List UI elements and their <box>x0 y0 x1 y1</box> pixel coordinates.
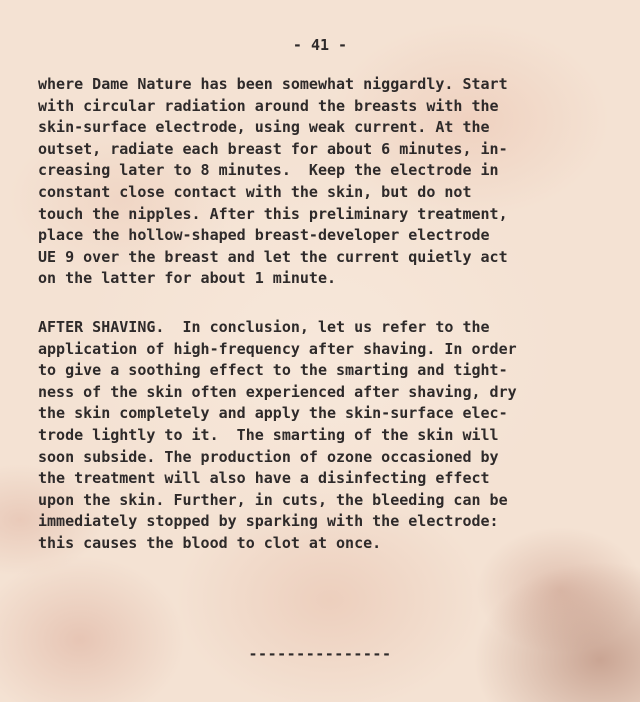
text-line: upon the skin. Further, in cuts, the bleeding can be <box>38 490 508 509</box>
text-line: AFTER SHAVING. In conclusion, let us refer to the <box>38 318 490 336</box>
text-line: to give a soothing effect to the smarting and tight- <box>38 361 508 380</box>
text-line: creasing later to 8 minutes. Keep the electrode in <box>38 161 499 180</box>
text-line: place the hollow-shaped breast-developer electrode <box>38 226 490 245</box>
text-line: the treatment will also have a disinfecting effect <box>38 469 490 488</box>
section-divider: --------------- <box>248 645 392 663</box>
page-number: - 41 - <box>292 36 348 54</box>
text-line: ness of the skin often experienced after shaving, dry <box>38 382 517 401</box>
text-line: constant close contact with the skin, but do not <box>38 182 472 201</box>
text-line: outset, radiate each breast for about 6 minutes, in- <box>38 139 508 158</box>
text-line: application of high-frequency after shaving. In order <box>38 339 517 358</box>
text-line: this causes the blood to clot at once. <box>38 533 382 552</box>
text-line: with circular radiation around the breasts with the <box>38 96 499 115</box>
text-line: the skin completely and apply the skin-surface elec- <box>38 404 508 423</box>
text-line: skin-surface electrode, using weak current. At the <box>38 118 490 137</box>
text-line: trode lightly to it. The smarting of the skin will <box>38 425 499 444</box>
text-line: immediately stopped by sparking with the electrode: <box>38 512 499 531</box>
text-line: soon subside. The production of ozone occasioned by <box>38 447 499 466</box>
text-line: where Dame Nature has been somewhat niggardly. Start <box>38 75 508 93</box>
paragraph-after-shaving <box>38 317 628 555</box>
text-line: touch the nipples. After this preliminary treatment, <box>38 204 508 223</box>
text-line: on the latter for about 1 minute. <box>38 269 337 288</box>
paragraph-breast-treatment <box>38 74 628 290</box>
text-line: UE 9 over the breast and let the current quietly act <box>38 247 508 266</box>
